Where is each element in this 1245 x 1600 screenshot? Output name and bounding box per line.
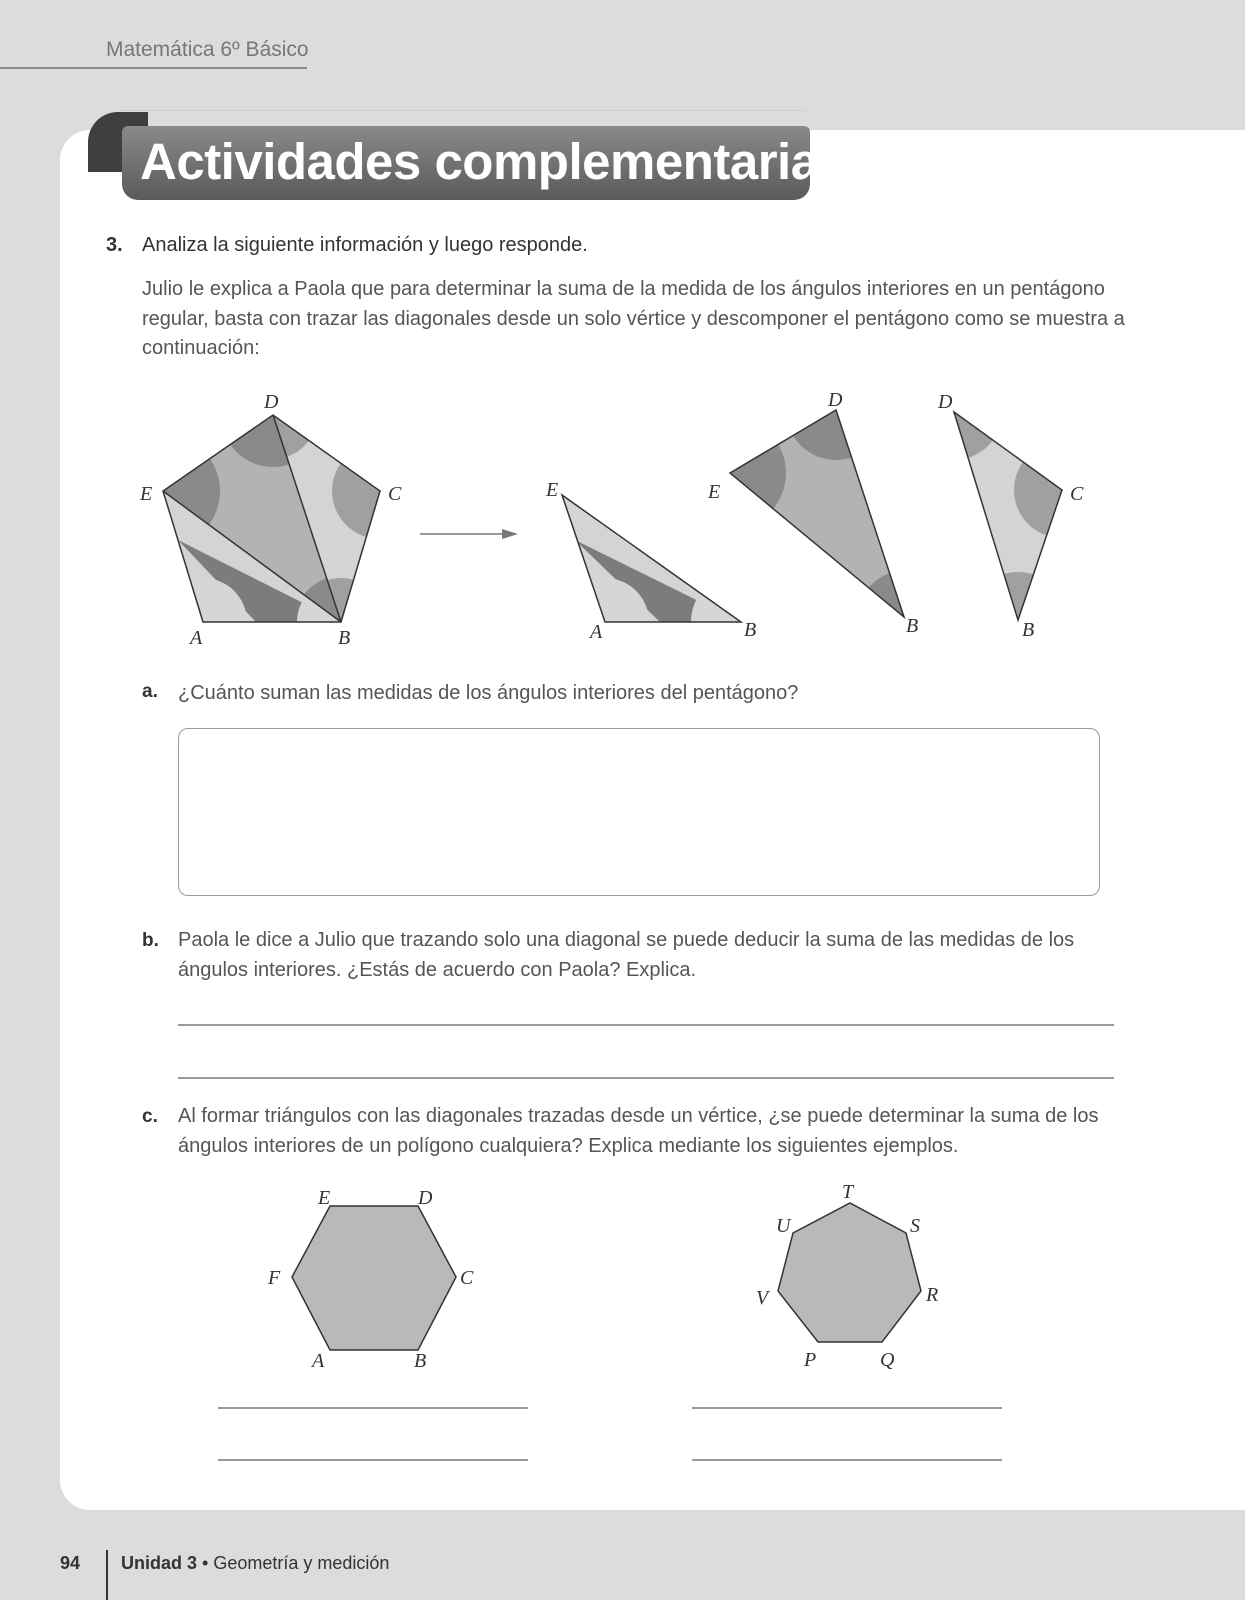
question-stem: Analiza la siguiente información y luego responde. [142, 234, 588, 256]
part-c-heptagon-answer-line-1[interactable] [692, 1407, 1002, 1409]
part-c-letter: c. [142, 1106, 158, 1127]
part-b-letter: b. [142, 930, 159, 951]
triangle-eab-figure [545, 479, 791, 672]
section-title: Actividades complementarias [140, 133, 847, 190]
running-head: Matemática 6º Básico [106, 38, 309, 61]
pentagon-label-b: B [338, 627, 351, 649]
hexagon-label-e: E [318, 1187, 331, 1209]
hexagon-label-d: D [418, 1187, 433, 1209]
heptagon-label-u: U [776, 1215, 791, 1237]
part-a-text: ¿Cuánto suman las medidas de los ángulos interiores del pentágono? [178, 682, 799, 704]
triangle1-label-e: E [546, 479, 559, 501]
heptagon-figure [756, 1181, 938, 1371]
part-c-hexagon-answer-line-2[interactable] [218, 1459, 528, 1461]
heptagon-label-v: V [756, 1287, 769, 1309]
pentagon-label-c: C [388, 483, 402, 505]
part-b-answer-line-2[interactable] [178, 1077, 1114, 1079]
heptagon-label-s: S [910, 1215, 920, 1237]
part-c-text: Al formar triángulos con las diagonales trazadas desde un vértice, ¿se puede determinar la suma de los ángulos interiores de un polígono cualquiera? Explica mediante los siguientes ejemplos. [178, 1105, 1099, 1157]
hexagon-label-b: B [414, 1350, 427, 1372]
question-number: 3. [106, 234, 123, 256]
hexagon-label-f: F [268, 1267, 281, 1289]
part-b-text: Paola le dice a Julio que trazando solo una diagonal se puede deducir la suma de las medidas de los ángulos interiores. ¿Estás de acuerdo con Paola? Explica. [178, 929, 1075, 981]
part-b-answer-line-1[interactable] [178, 1024, 1114, 1026]
part-c-hexagon-answer-line-1[interactable] [218, 1407, 528, 1409]
triangle3-label-b: B [1022, 619, 1035, 641]
triangle2-label-d: D [828, 389, 843, 411]
heptagon-label-t: T [842, 1181, 854, 1203]
triangle2-label-b: B [906, 615, 919, 637]
pentagon-label-a: A [190, 627, 203, 649]
part-c-heptagon-answer-line-2[interactable] [692, 1459, 1002, 1461]
part-a-letter: a. [142, 681, 158, 702]
footer-separator: • [197, 1553, 214, 1573]
triangle-dcb-figure [906, 364, 1110, 668]
pentagon-figure [106, 363, 428, 668]
arrow-icon [420, 529, 518, 539]
footer-unit-name: Unidad 3 [121, 1553, 198, 1573]
pentagon-label-d: D [264, 391, 279, 413]
footer-divider [106, 1550, 108, 1600]
hexagon-label-a: A [312, 1350, 325, 1372]
hexagon-label-c: C [460, 1267, 474, 1289]
triangle2-label-e: E [708, 481, 721, 503]
triangle1-label-a: A [590, 621, 603, 643]
footer-unit [121, 1553, 389, 1574]
page-number: 94 [60, 1553, 81, 1573]
heptagon-label-p: P [804, 1349, 817, 1371]
heptagon-label-q: Q [880, 1349, 895, 1371]
part-a-answer-box[interactable] [178, 728, 1100, 896]
hexagon-figure [267, 1187, 474, 1372]
footer-topic: Geometría y medición [213, 1553, 390, 1573]
pentagon-label-e: E [140, 483, 153, 505]
question-intro: Julio le explica a Paola que para determinar la suma de la medida de los ángulos interiores en un pentágono regular, basta con trazar las diagonales desde un solo vértice y descomponer el pentágono como se muestra a continuación: [142, 278, 1125, 359]
triangle3-label-c: C [1070, 483, 1084, 505]
heptagon-label-r: R [926, 1284, 939, 1306]
triangle1-label-b: B [744, 619, 757, 641]
triangle3-label-d: D [938, 391, 953, 413]
